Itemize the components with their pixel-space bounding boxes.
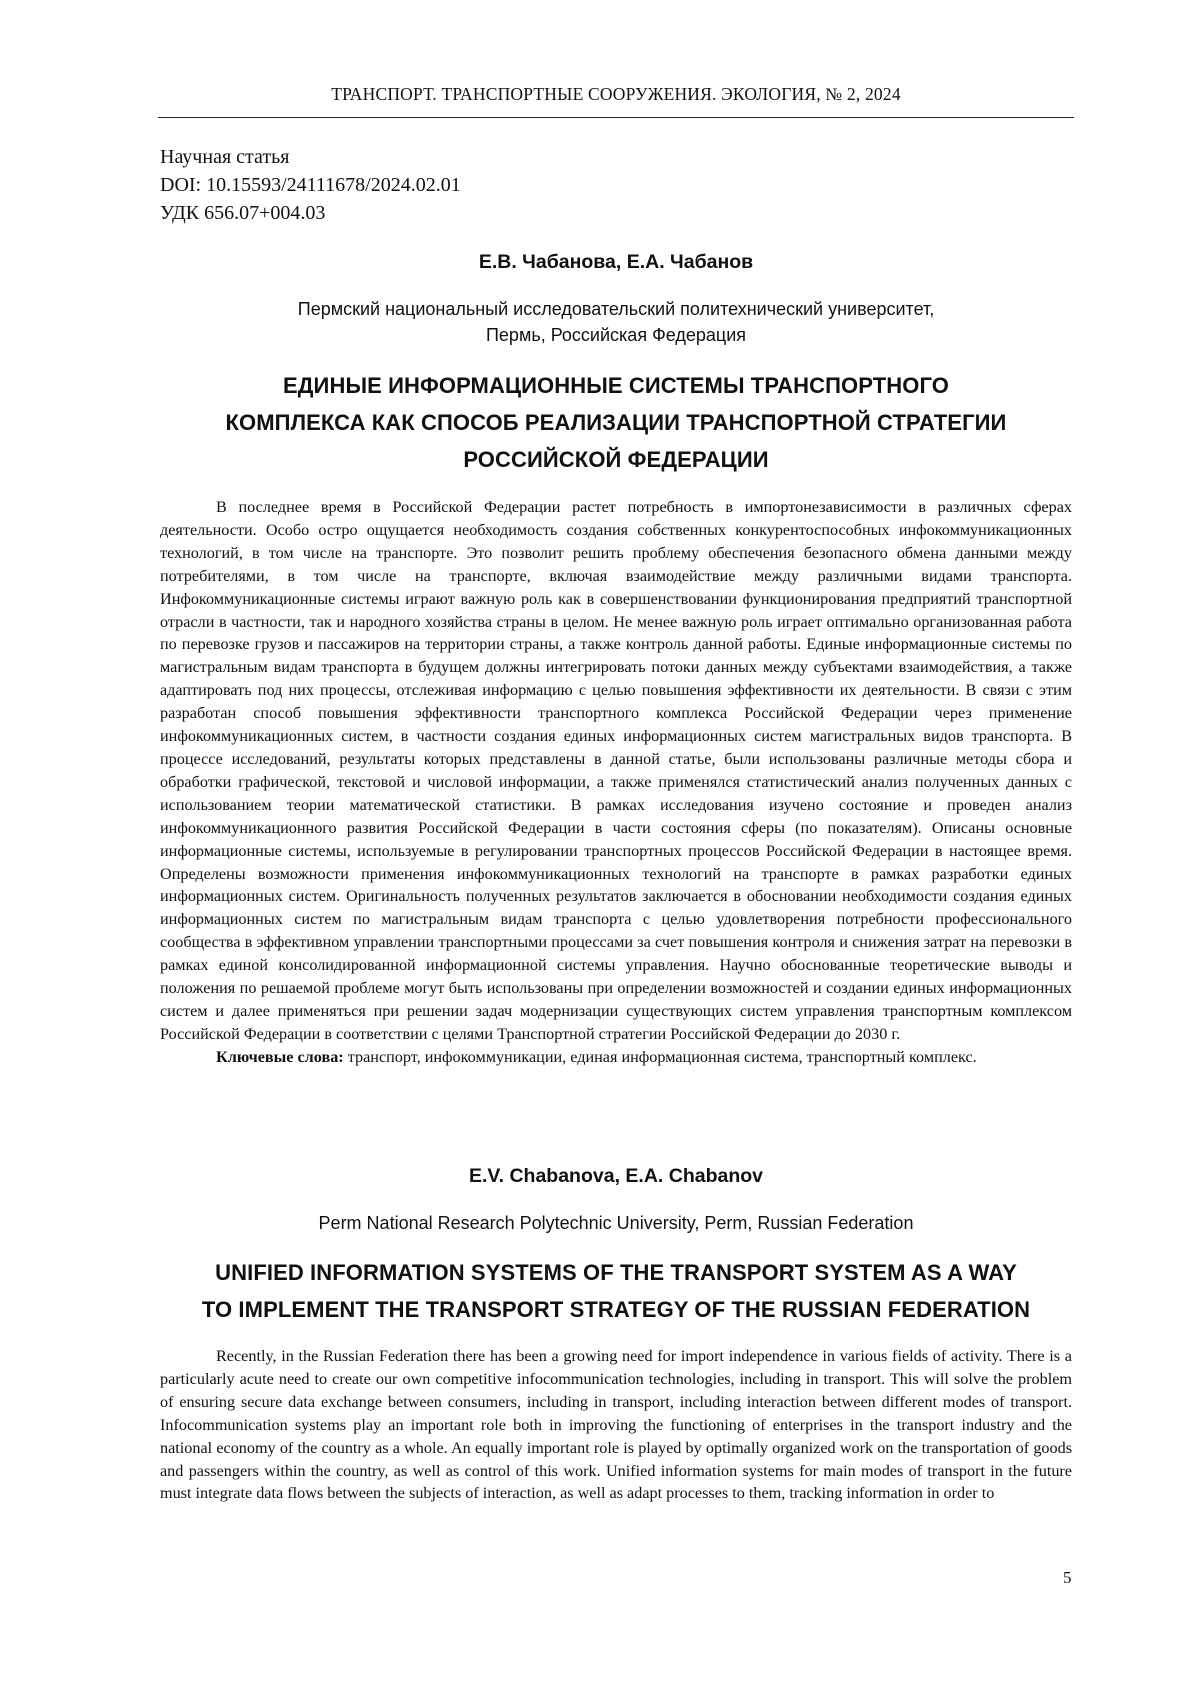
authors-ru: Е.В. Чабанова, Е.А. Чабанов bbox=[478, 251, 754, 273]
doi: DOI: 10.15593/24111678/2024.02.01 bbox=[160, 174, 461, 196]
running-header: ТРАНСПОРТ. ТРАНСПОРТНЫЕ СООРУЖЕНИЯ. ЭКОЛОГИЯ, № 2, 2024 bbox=[331, 84, 901, 104]
affiliation-en: Perm National Research Polytechnic University, Perm, Russian Federation bbox=[318, 1213, 914, 1233]
authors-en: E.V. Chabanova, E.A. Chabanov bbox=[468, 1165, 764, 1187]
article-type: Научная статья bbox=[160, 146, 290, 168]
abstract-en bbox=[160, 1345, 1072, 1505]
title-en-line1: UNIFIED INFORMATION SYSTEMS OF THE TRANSPORT SYSTEM AS A WAY bbox=[215, 1260, 1017, 1285]
affiliation-ru bbox=[158, 296, 1074, 348]
abstract-ru bbox=[160, 496, 1072, 1069]
title-ru-line1: ЕДИНЫЕ ИНФОРМАЦИОННЫЕ СИСТЕМЫ ТРАНСПОРТНОГО bbox=[283, 373, 949, 398]
title-ru-line3: РОССИЙСКОЙ ФЕДЕРАЦИИ bbox=[463, 447, 769, 472]
header-rule bbox=[158, 117, 1074, 118]
title-en-line2: TO IMPLEMENT THE TRANSPORT STRATEGY OF THE RUSSIAN FEDERATION bbox=[201, 1297, 1031, 1322]
affiliation-ru-line2: Пермь, Российская Федерация bbox=[485, 325, 747, 345]
abstract-ru-text: В последнее время в Российской Федерации растет потребность в импортонезависимости в различных сферах деятельности. Особо остро ощущается необходимость создания собственных конкурентоспособных инфокоммуникационных технологий, в том числе на транспорте. Это позволит решить проблему обеспечения безопасного обмена данными между потребителями, в том числе на транспорте, включая взаимодействие между различными видами транспорта. Инфокоммуникационные системы играют важную роль как в совершенствовании функционирования предприятий транспортной отрасли в частности, так и народного хозяйства страны в целом. Не менее важную роль играет оптимально организованная работа по перевозке грузов и пассажиров на территории страны, а также контроль данной работы. Единые информационные системы по магистральным видам транспорта в будущем должны интегрировать потоки данных между субъектами взаимодействия, а также адаптировать под них процессы, отслеживая информацию с целью повышения эффективности их деятельности. В связи с этим разработан способ повышения эффективности транспортного комплекса Российской Федерации через применение инфокоммуникационных систем, в частности создания единых информационных систем магистральных видов транспорта. В процессе исследований, результаты которых представлены в данной статье, были использованы различные методы сбора и обработки графической, текстовой и числовой информации, а также применялся статистический анализ полученных данных с использованием теории математической статистики. В рамках исследования изучено состояние и проведен анализ инфокоммуникационного развития Российской Федерации в части состояния сферы (по показателям). Описаны основные информационные системы, используемые в регулировании транспортных процессов Российской Федерации в настоящее время. Определены возможности применения инфокоммуникационных технологий на транспорте в рамках разработки единых информационных систем. Оригинальность полученных результатов заключается в обосновании необходимости создания единых информационных систем по магистральным видам транспорта с целью удовлетворения потребности профессионального сообщества в эффективном управлении транспортными процессами за счет повышения контроля и снижения затрат на перевозки в рамках единой консолидированной информационной системы управления. Научно обоснованные теоретические выводы и положения по решаемой проблеме могут быть использованы при определении возможностей и создании единых информационных систем и далее применяться при решении задач модернизации существующих систем управления транспортным комплексом Российской Федерации в соответствии с целями Транспортной стратегии Российской Федерации до 2030 г. bbox=[160, 498, 1072, 1043]
udk: УДК 656.07+004.03 bbox=[160, 202, 326, 224]
abstract-en-text: Recently, in the Russian Federation there has been a growing need for import independence in various fields of activity. There is a particularly acute need to create our own competitive infocommunication technologies, including in transport. This will solve the problem of ensuring secure data exchange between consumers, including in transport, including interaction between different modes of transport. Infocommunication systems play an important role both in improving the functioning of enterprises in the transport industry and the national economy of the country as a whole. An equally important role is played by optimally organized work on the transportation of goods and passengers within the country, as well as control of this work. Unified information systems for main modes of transport in the future must integrate data flows between the subjects of interaction, as well as adapt processes to them, tracking information in order to bbox=[160, 1347, 1072, 1503]
article-title-ru bbox=[158, 367, 1074, 478]
article-title-en bbox=[158, 1254, 1074, 1328]
keywords-label: Ключевые слова: bbox=[216, 1047, 344, 1066]
keywords-text: транспорт, инфокоммуникации, единая информационная система, транспортный комплекс. bbox=[343, 1047, 977, 1066]
affiliation-ru-line1: Пермский национальный исследовательский политехнический университет, bbox=[297, 299, 935, 319]
title-ru-line2: КОМПЛЕКСА КАК СПОСОБ РЕАЛИЗАЦИИ ТРАНСПОРТНОЙ СТРАТЕГИИ bbox=[225, 410, 1007, 435]
article-meta bbox=[160, 143, 461, 227]
page-number: 5 bbox=[1063, 1568, 1072, 1587]
keywords-ru bbox=[160, 1046, 1072, 1069]
